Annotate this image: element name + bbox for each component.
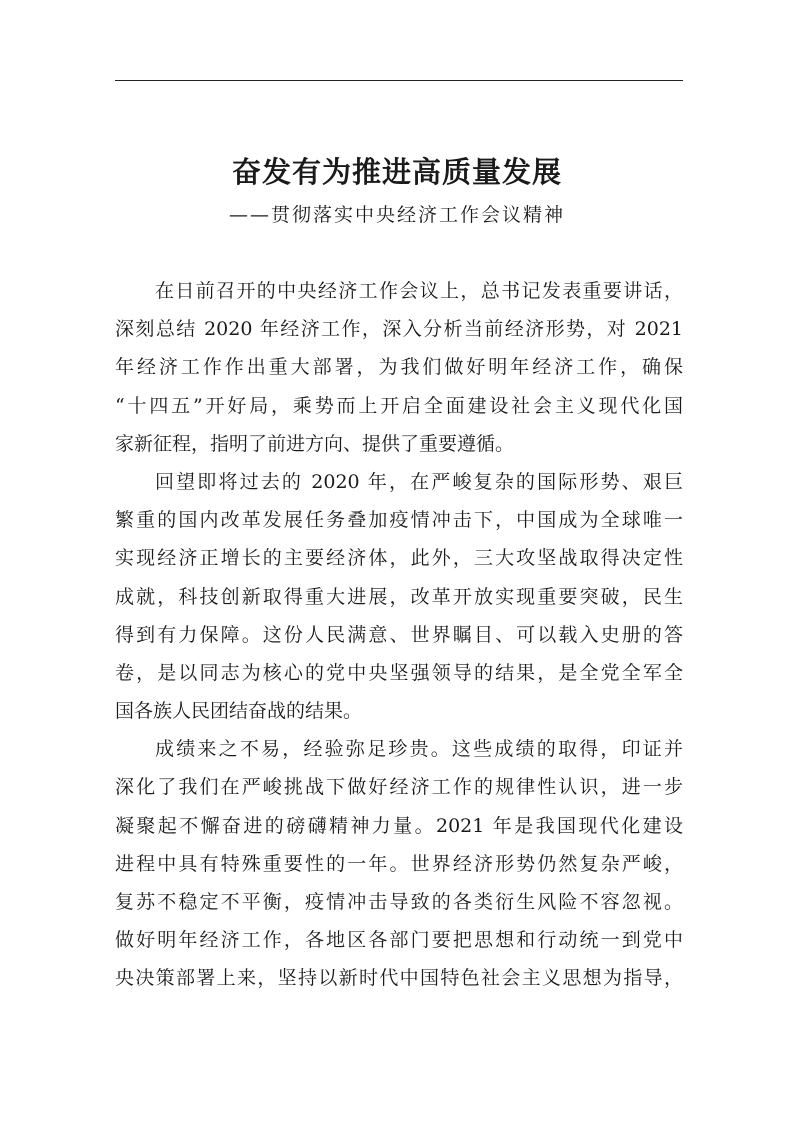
paragraph-2-line: 实现经济正增长的主要经济体，此外，三大攻坚战取得决定性 [115, 547, 683, 570]
paragraph-2-line: 繁重的国内改革发展任务叠加疫情冲击下，中国成为全球唯一 [115, 509, 683, 532]
paragraph-1-line: “十四五”开好局，乘势而上开启全面建设社会主义现代化国 [115, 394, 683, 417]
paragraph-2-line: 成就，科技创新取得重大进展，改革开放实现重要突破，民生 [115, 585, 683, 608]
article-title: 奋发有为推进高质量发展 [231, 155, 562, 189]
paragraph-3-line: 深化了我们在严峻挑战下做好经济工作的规律性认识，进一步 [115, 776, 683, 799]
paragraph-3-line: 凝聚起不懈奋进的磅礴精神力量。2021 年是我国现代化建设 [115, 814, 683, 837]
paragraph-3-line: 成绩来之不易，经验弥足珍贵。这些成绩的取得，印证并 [155, 738, 683, 761]
paragraph-2-line: 得到有力保障。这份人民满意、世界瞩目、可以载入史册的答 [115, 623, 683, 646]
paragraph-3-line: 复苏不稳定不平衡，疫情冲击导致的各类衍生风险不容忽视。 [115, 891, 683, 913]
paragraph-3-line: 央决策部署上来，坚持以新时代中国特色社会主义思想为指导， [115, 967, 683, 990]
paragraph-1-line: 年经济工作作出重大部署，为我们做好明年经济工作，确保 [115, 356, 683, 379]
paragraph-2-line: 国各族人民团结奋战的结果。 [115, 700, 363, 723]
article-body [115, 272, 683, 998]
paragraph-1-line: 在日前召开的中央经济工作会议上，总书记发表重要讲话， [155, 280, 683, 302]
paragraph-3-line: 进程中具有特殊重要性的一年。世界经济形势仍然复杂严峻， [115, 852, 683, 875]
paragraph-2-line: 卷，是以同志为核心的党中央坚强领导的结果，是全党全军全 [115, 661, 683, 684]
paragraph-1-line: 家新征程，指明了前进方向、提供了重要遵循。 [115, 432, 515, 455]
paragraph-1-line: 深刻总结 2020 年经济工作，深入分析当前经济形势，对 2021 [115, 318, 683, 341]
paragraph-2-line: 回望即将过去的 2020 年，在严峻复杂的国际形势、艰巨 [155, 470, 683, 493]
header-rule [115, 80, 683, 81]
article-subtitle: ——贯彻落实中央经济工作会议精神 [228, 204, 565, 226]
paragraph-3-line: 做好明年经济工作，各地区各部门要把思想和行动统一到党中 [115, 929, 683, 952]
